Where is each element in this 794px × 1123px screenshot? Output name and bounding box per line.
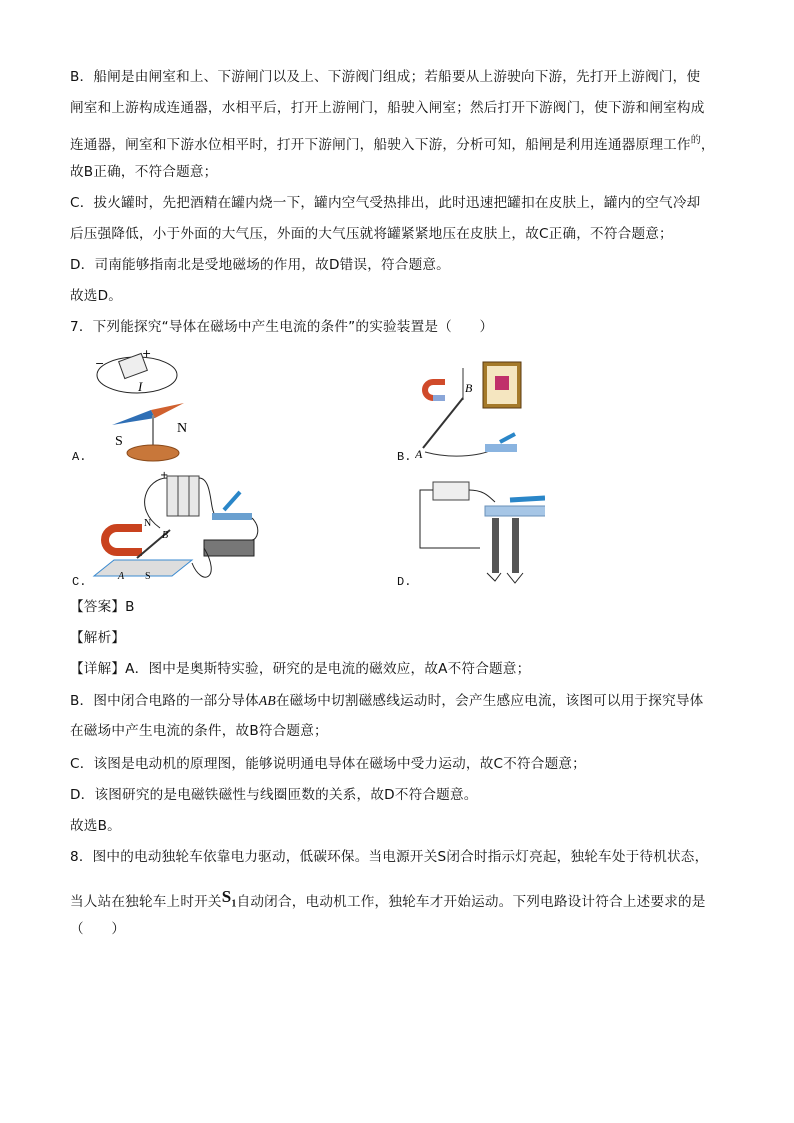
detail-b-line1 xyxy=(70,692,703,710)
text-span: 在磁场中切割磁感线运动时，会产生感应电流，该图可以用于探究导体 xyxy=(275,693,704,709)
text-line: 闸室和上游构成连通器，水相平后，打开上游闸门，船驶入闸室；然后打开下游阀门，使下游和闸室构成 xyxy=(70,100,705,116)
answer: 【答案】B xyxy=(70,599,135,615)
detail-d: D．该图研究的是电磁铁磁性与线圈匝数的关系，故D不符合题意。 xyxy=(70,787,478,803)
option-a-label: A. xyxy=(72,450,87,464)
point-a-label: A xyxy=(415,447,423,460)
text-span: ， xyxy=(700,137,715,153)
option-c-label: C. xyxy=(72,575,87,589)
text-line xyxy=(70,132,715,154)
plus-sign: + xyxy=(142,347,152,360)
point-b-label: B xyxy=(465,381,473,395)
n-pole-label: N xyxy=(177,421,188,436)
text-line: B．船闸是由闸室和上、下游闸门以及上、下游阀门组成；若船要从上游驶向下游，先打开上游阀门，使 xyxy=(70,69,701,85)
text-span: 连通器，闸室和下游水位相平时，打开下游闸门，船驶入下游，分析可知，船闸是利用连通器原理工作 xyxy=(70,137,691,153)
detail-b-line2: 在磁场中产生电流的条件，故B符合题意； xyxy=(70,723,328,739)
point-a-label: A xyxy=(118,571,125,582)
analysis-heading: 【解析】 xyxy=(70,630,126,646)
figure-a-oersted-experiment xyxy=(85,345,205,465)
choice: 故选B。 xyxy=(70,818,121,834)
figure-d-electromagnet xyxy=(415,478,545,588)
detail-a: 【详解】A．图中是奥斯特实验，研究的是电流的磁效应，故A不符合题意； xyxy=(70,661,531,677)
text-span: 当人站在独轮车上时开关 xyxy=(70,894,222,910)
s-pole-label: S xyxy=(115,434,123,449)
n-pole-label: N xyxy=(144,518,152,529)
conductor-ab: AB xyxy=(258,693,276,708)
detail-c: C．该图是电动机的原理图，能够说明通电导体在磁场中受力运动，故C不符合题意； xyxy=(70,756,586,772)
current-label: I xyxy=(138,379,143,394)
question-8-line2 xyxy=(70,888,706,913)
text-line: C．拔火罐时，先把酒精在罐内烧一下，罐内空气受热排出，此时迅速把罐扣在皮肤上，罐内的空气冷却 xyxy=(70,195,701,211)
question-8-line3: （ ） xyxy=(70,921,126,937)
text-span: B．图中闭合电路的一部分导体 xyxy=(70,693,259,709)
option-b-label: B. xyxy=(397,450,412,464)
option-d-label: D. xyxy=(397,575,412,589)
text-span: 自动闭合，电动机工作，独轮车才开始运动。下列电路设计符合上述要求的是 xyxy=(236,894,706,910)
question-8-line1: 8．图中的电动独轮车依靠电力驱动，低碳环保。当电源开关S闭合时指示灯亮起，独轮车处于待机状态， xyxy=(70,849,709,865)
switch-letter: S xyxy=(221,887,232,906)
switch-s1-symbol xyxy=(221,887,237,910)
s-pole-label: S xyxy=(145,571,151,582)
battery-plus-sign: + xyxy=(160,470,169,481)
question-7-stem: 7．下列能探究“导体在磁场中产生电流的条件”的实验装置是（ ） xyxy=(70,319,494,335)
switch-subscript: 1 xyxy=(231,898,237,910)
figure-c-motor-principle xyxy=(92,468,272,583)
text-line: D．司南能够指南北是受地磁场的作用，故D错误，符合题意。 xyxy=(70,257,450,273)
text-line: 故选D。 xyxy=(70,288,123,304)
point-b-label: B xyxy=(162,530,169,541)
superscript-text: 的 xyxy=(690,135,701,146)
text-line: 故B正确，不符合题意； xyxy=(70,164,218,180)
text-line: 后压强降低，小于外面的大气压，外面的大气压就将罐紧紧地压在皮肤上，故C正确，不符合题意； xyxy=(70,226,673,242)
minus-sign: − xyxy=(95,357,105,370)
figure-b-electromagnetic-induction xyxy=(415,360,525,460)
